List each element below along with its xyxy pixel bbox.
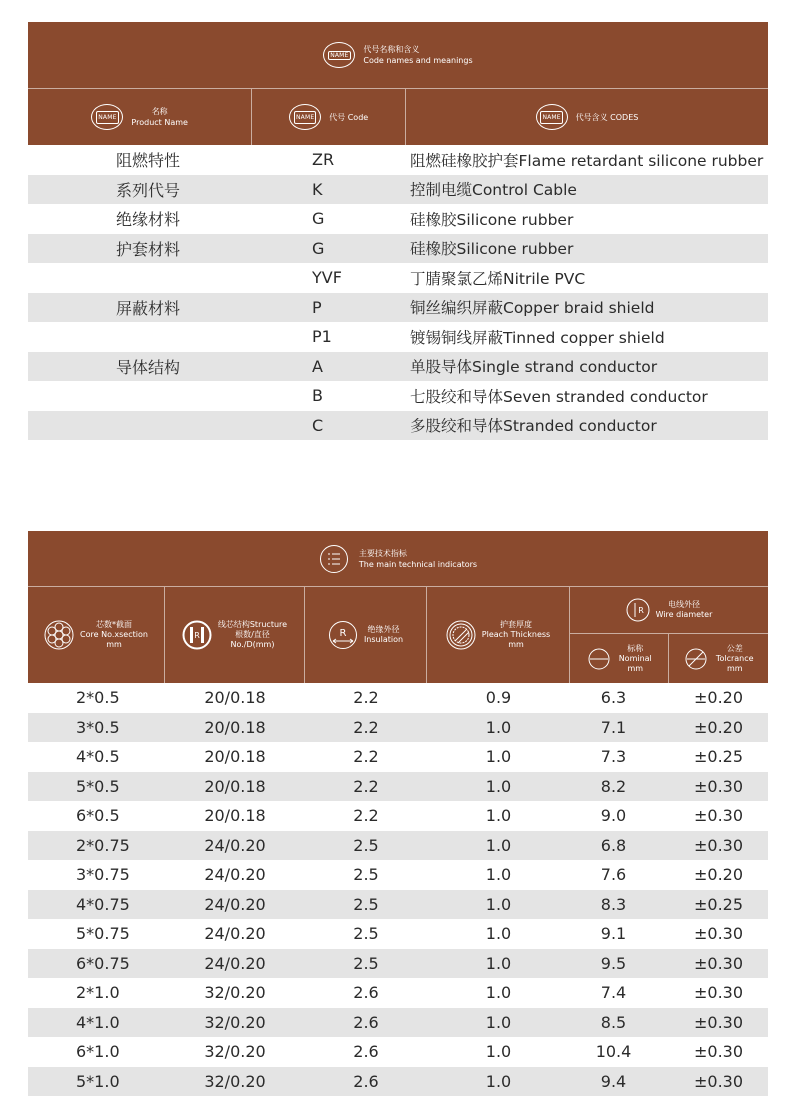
- specs-title-bar: [28, 531, 768, 587]
- core-cell: 3*0.75: [76, 865, 130, 885]
- header-nominal: 标称 Nominal mm: [570, 634, 669, 683]
- table-row: [28, 352, 768, 382]
- code-meaning-cell: 镀锡铜线屏蔽Tinned copper shield: [410, 328, 665, 347]
- code-meaning-cell: 硅橡胶Silicone rubber: [410, 240, 574, 259]
- table-row: [28, 322, 768, 352]
- code-cell: P1: [312, 327, 332, 347]
- table-row: [28, 293, 768, 323]
- tolerance-cell: ±0.30: [693, 776, 744, 796]
- specs-title-cn: 主要技术指标: [358, 548, 407, 558]
- nominal-cell: 7.3: [600, 747, 627, 767]
- product-name-cell: 屏蔽材料: [116, 298, 181, 318]
- pleach-thickness-cell: 1.0: [485, 924, 512, 944]
- code-cell: C: [312, 415, 324, 435]
- core-cell: 6*0.5: [76, 806, 120, 826]
- tolerance-cell: ±0.30: [693, 1012, 744, 1032]
- insulation-cell: 2.5: [353, 953, 379, 973]
- code-cell: G: [312, 209, 325, 229]
- code-meaning-cell: 阻燃硅橡胶护套Flame retardant silicone rubber: [410, 151, 764, 170]
- nominal-cell: 8.3: [600, 894, 627, 914]
- core-cell: 4*0.75: [76, 894, 130, 914]
- structure-cell: 24/0.20: [204, 924, 266, 944]
- tolerance-cell: ±0.30: [693, 1042, 744, 1062]
- nominal-cell: 7.4: [600, 983, 627, 1003]
- code-meaning-cell: 控制电缆Control Cable: [410, 181, 577, 200]
- tolerance-cell: ±0.30: [693, 1071, 744, 1091]
- code-cell: YVF: [312, 268, 342, 288]
- specs-title-en: The main technical indicators: [358, 559, 478, 569]
- table-row: [28, 234, 768, 264]
- code-meaning-cell: 单股导体Single strand conductor: [410, 358, 658, 377]
- insulation-cell: 2.6: [353, 1042, 379, 1062]
- nominal-cell: 9.1: [600, 924, 627, 944]
- nominal-cell: 6.8: [600, 835, 627, 855]
- insulation-cell: 2.6: [353, 1071, 379, 1091]
- svg-text:R: R: [194, 631, 200, 640]
- core-cell: 2*0.75: [76, 835, 130, 855]
- insulation-cell: 2.6: [353, 1012, 379, 1032]
- product-name-cell: 阻燃特性: [116, 151, 181, 171]
- structure-cell: 20/0.18: [204, 717, 266, 737]
- codes-title-cn: 代号名称和含义: [363, 45, 420, 54]
- tolerance-cell: ±0.30: [693, 953, 744, 973]
- header-pleach-thickness: 护套厚度 Pleach Thickness mm: [426, 587, 569, 683]
- core-cell: 2*0.5: [76, 688, 120, 708]
- table-row: [28, 381, 768, 411]
- structure-cell: 20/0.18: [204, 688, 266, 708]
- table-row: [28, 204, 768, 234]
- tolerance-cell: ±0.20: [693, 717, 744, 737]
- structure-cell: 24/0.20: [204, 835, 266, 855]
- name-badge-icon: NAME: [289, 104, 321, 130]
- table-row: [28, 713, 768, 743]
- header-code: NAME 代号 Code: [251, 89, 405, 145]
- name-badge-icon: NAME: [536, 104, 568, 130]
- structure-icon: [182, 620, 212, 650]
- pleach-thickness-cell: 1.0: [485, 747, 512, 767]
- table-row: [28, 175, 768, 205]
- core-cell: 4*1.0: [76, 1012, 120, 1032]
- table-row: [28, 1067, 768, 1097]
- structure-cell: 20/0.18: [204, 747, 266, 767]
- code-meaning-cell: 硅橡胶Silicone rubber: [410, 210, 574, 229]
- insulation-cell: 2.2: [353, 776, 379, 796]
- codes-body: [28, 145, 768, 440]
- insulation-cell: 2.2: [353, 688, 379, 708]
- core-cell: 4*0.5: [76, 747, 120, 767]
- nominal-cell: 9.4: [600, 1071, 627, 1091]
- header-code-meaning: NAME 代号含义 CODES: [405, 89, 768, 145]
- sheath-icon: [446, 620, 476, 650]
- table-row: [28, 145, 768, 175]
- table-row: [28, 1008, 768, 1038]
- product-name-cell: 绝缘材料: [116, 210, 181, 230]
- pleach-thickness-cell: 1.0: [485, 717, 512, 737]
- structure-cell: 20/0.18: [204, 806, 266, 826]
- table-row: [28, 411, 768, 441]
- svg-text:R: R: [637, 606, 644, 615]
- insulation-cell: 2.2: [353, 717, 379, 737]
- tolerance-cell: ±0.30: [693, 835, 744, 855]
- structure-cell: 24/0.20: [204, 865, 266, 885]
- structure-cell: 32/0.20: [204, 983, 266, 1003]
- tolerance-cell: ±0.30: [693, 924, 744, 944]
- pleach-thickness-cell: 1.0: [485, 806, 512, 826]
- structure-cell: 24/0.20: [204, 953, 266, 973]
- pleach-thickness-cell: 1.0: [485, 1012, 512, 1032]
- table-row: [28, 772, 768, 802]
- pleach-thickness-cell: 1.0: [485, 1042, 512, 1062]
- nominal-cell: 8.2: [600, 776, 627, 796]
- nominal-cell: 8.5: [600, 1012, 627, 1032]
- header-product-name: NAME 名称 Product Name: [28, 89, 251, 145]
- nominal-cell: 6.3: [600, 688, 627, 708]
- table-row: [28, 949, 768, 979]
- structure-cell: 24/0.20: [204, 894, 266, 914]
- tolerance-cell: ±0.30: [693, 806, 744, 826]
- name-badge-icon: NAME: [323, 42, 355, 68]
- codes-title-bar: [28, 22, 768, 89]
- name-badge-icon: NAME: [91, 104, 123, 130]
- core-cell: 5*1.0: [76, 1071, 120, 1091]
- code-cell: B: [312, 386, 323, 406]
- product-name-cell: 护套材料: [116, 239, 181, 259]
- pleach-thickness-cell: 1.0: [485, 865, 512, 885]
- specs-header-row: [28, 587, 768, 683]
- header-structure: R 线芯结构Structure 根数/直径 No./D(mm): [164, 587, 304, 683]
- header-insulation: R 绝缘外径 Insulation: [304, 587, 426, 683]
- codes-table: [28, 22, 768, 440]
- table-row: [28, 1037, 768, 1067]
- wire-diameter-icon: [626, 598, 650, 622]
- table-row: [28, 890, 768, 920]
- nominal-cell: 9.5: [600, 953, 627, 973]
- code-meaning-cell: 七股绞和导体Seven stranded conductor: [410, 387, 708, 406]
- insulation-cell: 2.6: [353, 983, 379, 1003]
- table-row: [28, 683, 768, 713]
- tolerance-cell: ±0.20: [693, 865, 744, 885]
- tolerance-cell: ±0.20: [693, 688, 744, 708]
- core-cell: 6*0.75: [76, 953, 130, 973]
- insulation-cell: 2.5: [353, 865, 379, 885]
- structure-cell: 32/0.20: [204, 1012, 266, 1032]
- specs-body: [28, 683, 768, 1096]
- core-cell: 3*0.5: [76, 717, 120, 737]
- table-row: [28, 263, 768, 293]
- pleach-thickness-cell: 1.0: [485, 894, 512, 914]
- nominal-cell: 7.6: [600, 865, 627, 885]
- core-cell: 5*0.75: [76, 924, 130, 944]
- core-cell: 2*1.0: [76, 983, 120, 1003]
- codes-title-en: Code names and meanings: [363, 56, 473, 65]
- header-wire-diameter: R 电线外径 Wire diameter 标称 Nominal mm 公差 Tolcrance mm: [569, 587, 768, 683]
- core-cell: 5*0.5: [76, 776, 120, 796]
- insulation-cell: 2.2: [353, 806, 379, 826]
- code-meaning-cell: 丁腈聚氯乙烯Nitrile PVC: [410, 269, 586, 288]
- pleach-thickness-cell: 1.0: [485, 953, 512, 973]
- code-meaning-cell: 多股绞和导体Stranded conductor: [410, 417, 657, 436]
- tolerance-cell: ±0.25: [693, 747, 744, 767]
- tolerance-icon: [684, 647, 708, 671]
- structure-cell: 20/0.18: [204, 776, 266, 796]
- insulation-cell: 2.2: [353, 747, 379, 767]
- header-core: 芯数*截面 Core No.xsection mm: [28, 587, 164, 683]
- table-row: [28, 860, 768, 890]
- product-name-cell: 系列代号: [116, 180, 181, 200]
- structure-cell: 32/0.20: [204, 1042, 266, 1062]
- header-tolerance: 公差 Tolcrance mm: [668, 634, 768, 683]
- insulation-cell: 2.5: [353, 894, 379, 914]
- code-cell: G: [312, 238, 325, 258]
- code-cell: P: [312, 297, 322, 317]
- nominal-cell: 7.1: [600, 717, 627, 737]
- specs-table: [28, 531, 768, 1096]
- nominal-cell: 9.0: [600, 806, 627, 826]
- codes-header-row: [28, 89, 768, 145]
- insulation-icon: [328, 620, 358, 650]
- pleach-thickness-cell: 1.0: [485, 1071, 512, 1091]
- table-row: [28, 742, 768, 772]
- nominal-cell: 10.4: [595, 1042, 632, 1062]
- pleach-thickness-cell: 1.0: [485, 983, 512, 1003]
- code-cell: K: [312, 179, 323, 199]
- nominal-icon: [587, 647, 611, 671]
- product-name-cell: 导体结构: [116, 357, 181, 377]
- code-cell: ZR: [312, 150, 335, 170]
- code-cell: A: [312, 356, 323, 376]
- table-row: [28, 978, 768, 1008]
- table-row: [28, 831, 768, 861]
- table-row: [28, 801, 768, 831]
- svg-text:R: R: [339, 628, 347, 639]
- tolerance-cell: ±0.25: [693, 894, 744, 914]
- table-row: [28, 919, 768, 949]
- insulation-cell: 2.5: [353, 835, 379, 855]
- insulation-cell: 2.5: [353, 924, 379, 944]
- tolerance-cell: ±0.30: [693, 983, 744, 1003]
- core-cross-section-icon: [44, 620, 74, 650]
- structure-cell: 32/0.20: [204, 1071, 266, 1091]
- pleach-thickness-cell: 1.0: [485, 835, 512, 855]
- core-cell: 6*1.0: [76, 1042, 120, 1062]
- code-meaning-cell: 铜丝编织屏蔽Copper braid shield: [410, 299, 655, 318]
- pleach-thickness-cell: 1.0: [485, 776, 512, 796]
- pleach-thickness-cell: 0.9: [485, 688, 512, 708]
- list-icon: [319, 544, 349, 574]
